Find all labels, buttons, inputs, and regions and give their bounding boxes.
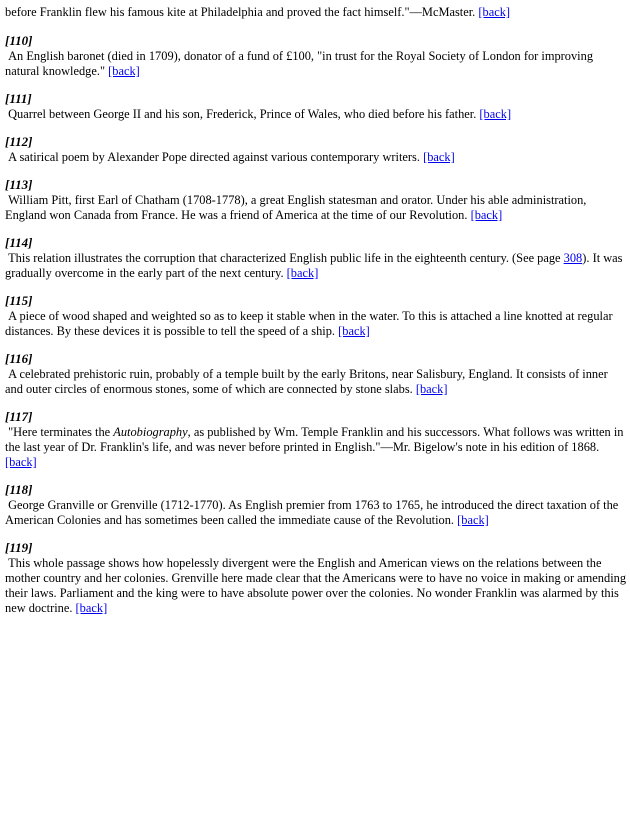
footnote-text-after: , as published by Wm. Temple Franklin and his successors. What follows was written in the last year of Dr. Franklin's life, and was never before printed in English."—Mr. Bigelow's note in his edition of 1868.	[5, 425, 624, 454]
back-link[interactable]: [back]	[286, 266, 319, 280]
footnote-113	[5, 177, 627, 223]
footnote-118	[5, 482, 627, 528]
footnote-text: An English baronet (died in 1709), donator of a fund of £100, "in trust for the Royal Society of London for improving natural knowledge."	[5, 49, 594, 78]
footnote-114	[5, 235, 627, 281]
footnote-number: [115]	[5, 293, 33, 308]
footnote-116	[5, 351, 627, 397]
back-link[interactable]: [back]	[423, 150, 455, 164]
footnote-115	[5, 293, 627, 339]
footnote-110	[5, 33, 627, 79]
footnote-body	[5, 367, 627, 397]
footnote-text: This whole passage shows how hopelessly divergent were the English and American views on the relations between the mother country and her colonies. Grenville here made clear that the Americans were to have no voice in making or amending their laws. Parliament and the king were to have absolute power over the colonies. No wonder Franklin was alarmed by this new doctrine.	[5, 556, 627, 615]
back-link[interactable]: [back]	[338, 324, 370, 338]
continued-footnote	[5, 5, 627, 20]
footnote-text: A satirical poem by Alexander Pope directed against various contemporary writers.	[8, 150, 420, 164]
footnote-text: Quarrel between George II and his son, Frederick, Prince of Wales, who died before his father.	[8, 107, 477, 121]
footnote-number: [117]	[5, 409, 33, 424]
footnote-text: A piece of wood shaped and weighted so as to keep it stable when in the water. To this is attached a line knotted at regular distances. By these devices it is possible to tell the speed of a ship.	[5, 309, 613, 338]
continued-footnote-text: before Franklin flew his famous kite at Philadelphia and proved the fact himself."—McMaster.	[5, 5, 476, 19]
footnote-body	[5, 193, 627, 223]
book-title: Autobiography	[113, 425, 188, 439]
footnote-number: [110]	[5, 33, 33, 48]
page-reference-link[interactable]: 308	[563, 251, 583, 265]
footnote-number: [116]	[5, 351, 33, 366]
back-link[interactable]: [back]	[5, 455, 37, 469]
footnote-text: William Pitt, first Earl of Chatham (1708-1778), a great English statesman and orator. Under his able administration, England won Canada from France. He was a friend of America at the time of our Revolution.	[5, 193, 587, 222]
footnote-number: [119]	[5, 540, 33, 555]
footnote-body	[5, 251, 627, 281]
footnotes-page	[5, 5, 627, 628]
footnote-body	[5, 49, 627, 79]
back-link[interactable]: [back]	[478, 5, 511, 19]
back-link[interactable]: [back]	[108, 64, 140, 78]
footnote-117	[5, 409, 627, 470]
footnote-text-before: This relation illustrates the corruption that characterized English public life in the eighteenth century. (See page	[8, 251, 564, 265]
footnote-text-before: "Here terminates the	[8, 425, 114, 439]
footnote-body	[5, 309, 627, 339]
footnote-112	[5, 134, 627, 165]
footnote-body	[5, 425, 627, 470]
footnote-body	[5, 150, 627, 165]
back-link[interactable]: [back]	[75, 601, 108, 615]
back-link[interactable]: [back]	[415, 382, 448, 396]
footnote-number: [118]	[5, 482, 33, 497]
footnote-111	[5, 91, 627, 122]
footnote-119	[5, 540, 627, 616]
footnote-number: [113]	[5, 177, 33, 192]
footnote-number: [111]	[5, 91, 32, 106]
back-link[interactable]: [back]	[457, 513, 489, 527]
footnote-text-after: ). It was gradually overcome in the early part of the next century.	[5, 251, 623, 280]
footnote-number: [114]	[5, 235, 33, 250]
footnote-number: [112]	[5, 134, 33, 149]
back-link[interactable]: [back]	[470, 208, 503, 222]
footnote-body	[5, 556, 627, 616]
footnote-text: George Granville or Grenville (1712-1770). As English premier from 1763 to 1765, he introduced the direct taxation of the American Colonies and has sometimes been called the immediate cause of the Revolution.	[5, 498, 619, 527]
back-link[interactable]: [back]	[479, 107, 512, 121]
footnote-body	[5, 498, 627, 528]
footnote-body	[5, 107, 627, 122]
footnote-text: A celebrated prehistoric ruin, probably of a temple built by the early Britons, near Salisbury, England. It consists of inner and outer circles of enormous stones, some of which are connected by stone slabs.	[5, 367, 608, 396]
